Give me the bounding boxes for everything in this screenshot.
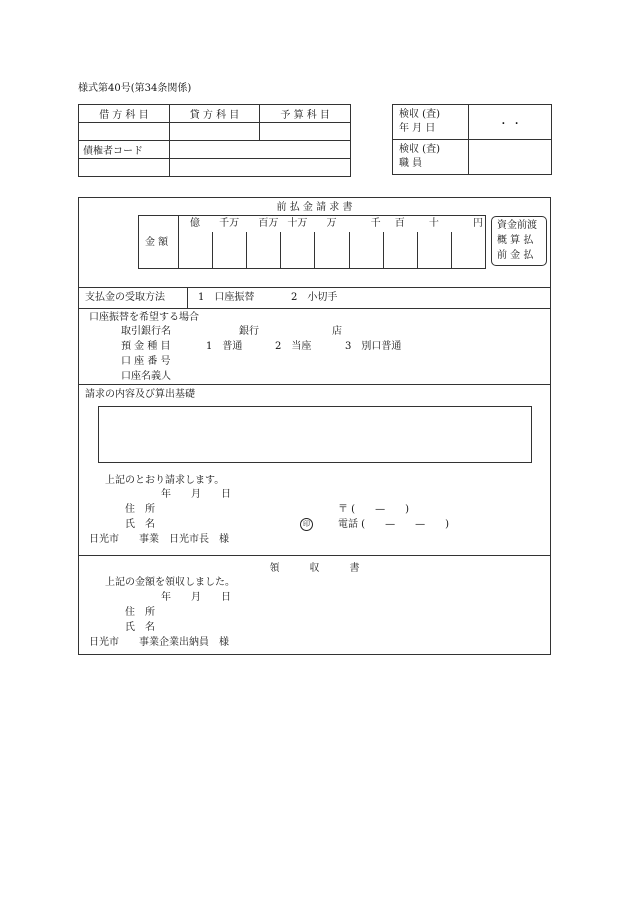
basis-input-box[interactable] <box>98 406 532 463</box>
request-title: 前 払 金 請 求 書 <box>276 202 353 213</box>
seal-mark: 印 <box>300 518 313 531</box>
digit-label: 万 <box>326 218 337 229</box>
inspection-staff-label-1: 検収 (査) <box>399 144 440 155</box>
type-approximate: 概 算 払 <box>497 235 534 246</box>
creditor-code-label: 債権者コード <box>79 141 170 159</box>
transfer-heading: 口座振替を希望する場合 <box>89 312 199 323</box>
divider <box>79 287 550 288</box>
divider <box>79 384 550 385</box>
form-number: 様式第40号(第34条関係) <box>78 83 192 94</box>
inspection-date-label-2: 年 月 日 <box>399 123 436 134</box>
bank-label: 取引銀行名 <box>121 326 171 337</box>
amount-grid <box>138 215 486 269</box>
digit-cell[interactable] <box>314 232 349 268</box>
main-form <box>78 197 551 655</box>
creditor-code-cell-3[interactable] <box>169 159 350 177</box>
digit-label: 億 <box>190 218 201 229</box>
credit-cell[interactable] <box>169 123 260 141</box>
deposit-option-current[interactable]: 2 当座 <box>275 341 312 352</box>
account-holder-label: 口座名義人 <box>121 371 171 382</box>
bank-suffix: 銀行 <box>239 326 259 337</box>
receipt-name-label: 氏 名 <box>125 622 155 633</box>
creditor-code-cell-2[interactable] <box>79 159 170 177</box>
inspection-staff-label-2: 職 員 <box>399 158 423 169</box>
amount-label: 金 額 <box>145 237 169 248</box>
digit-cell[interactable] <box>178 232 213 268</box>
digit-cell[interactable] <box>451 232 486 268</box>
debit-header: 借 方 科 目 <box>79 105 170 123</box>
digit-cell[interactable] <box>383 232 418 268</box>
payment-type-bracket <box>491 216 547 266</box>
inspection-date-label <box>393 105 469 140</box>
digit-cell[interactable] <box>280 232 315 268</box>
digit-label: 百万 <box>258 218 279 229</box>
credit-header: 貸 方 科 目 <box>169 105 260 123</box>
claim-date: 年 月 日 <box>161 489 231 500</box>
payment-option-check[interactable]: 2 小切手 <box>291 292 338 303</box>
inspection-date-label-1: 検収 (査) <box>399 109 440 120</box>
type-prepayment: 前 金 払 <box>497 250 534 261</box>
digit-label: 十 <box>428 218 439 229</box>
inspection-staff-label <box>393 140 469 175</box>
receipt-statement: 上記の金額を領収しました。 <box>105 577 235 588</box>
digit-label: 千万 <box>219 218 240 229</box>
inspection-date-value[interactable]: ・ ・ <box>469 105 552 140</box>
deposit-type-label: 預 金 種 目 <box>121 341 171 352</box>
budget-header: 予 算 科 目 <box>260 105 351 123</box>
digit-cell[interactable] <box>246 232 281 268</box>
payment-option-transfer[interactable]: 1 口座振替 <box>198 292 255 303</box>
debit-cell[interactable] <box>79 123 170 141</box>
branch-suffix: 店 <box>332 326 342 337</box>
claim-address-label: 住 所 <box>125 504 155 515</box>
amount-label-cell <box>139 216 179 268</box>
claim-postal: 〒 ( — ) <box>338 504 409 515</box>
account-number-label: 口 座 番 号 <box>121 356 171 367</box>
accounts-table <box>78 104 351 177</box>
claim-phone: 電話 ( — — ) <box>338 519 449 530</box>
inspection-table <box>392 104 552 175</box>
deposit-option-separate[interactable]: 3 別口普通 <box>345 341 402 352</box>
digit-label: 百 <box>394 218 405 229</box>
digit-label: 円 <box>472 218 483 229</box>
deposit-option-ordinary[interactable]: 1 普通 <box>206 341 243 352</box>
divider <box>79 308 550 309</box>
claim-name-label: 氏 名 <box>125 519 155 530</box>
payment-method-label: 支払金の受取方法 <box>85 292 165 303</box>
digit-label: 千 <box>370 218 381 229</box>
divider <box>79 555 550 556</box>
receipt-address-label: 住 所 <box>125 607 155 618</box>
creditor-code-cell-1[interactable] <box>169 141 350 159</box>
inspection-staff-value[interactable] <box>469 140 552 175</box>
digit-label: 十万 <box>287 218 308 229</box>
claim-statement: 上記のとおり請求します。 <box>105 475 225 486</box>
receipt-date: 年 月 日 <box>161 592 231 603</box>
budget-cell[interactable] <box>260 123 351 141</box>
claim-addressee: 日光市 事業 日光市長 様 <box>89 534 229 545</box>
receipt-addressee: 日光市 事業企業出納員 様 <box>89 637 229 648</box>
digit-cell[interactable] <box>212 232 247 268</box>
type-advance-fund: 資金前渡 <box>497 220 537 231</box>
divider <box>187 287 188 308</box>
receipt-title: 領 収 書 <box>269 563 360 574</box>
basis-label: 請求の内容及び算出基礎 <box>85 389 195 400</box>
digit-cell[interactable] <box>417 232 452 268</box>
digit-cell[interactable] <box>349 232 384 268</box>
